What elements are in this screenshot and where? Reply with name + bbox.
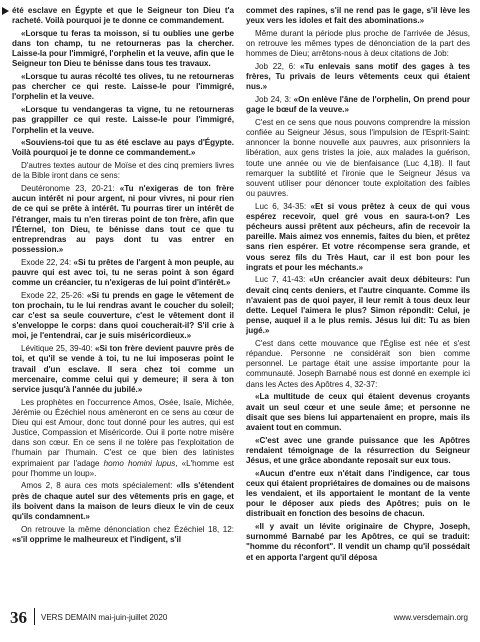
quote-text: «Il y avait un lévite originaire de Chypre, Joseph, surnommé Barnabé par les Apôtres, ce qui se traduit: "homme du réconfort". Il vendit un champ qu'il possédait et en apporta l'argent qu'il déposa bbox=[246, 522, 470, 562]
body-text: D'autres textes autour de Moïse et des cinq premiers livres de la Bible iront dans ce sens: bbox=[12, 161, 234, 181]
body-text: Job 24, 3: bbox=[255, 95, 294, 105]
paragraph bbox=[246, 522, 470, 563]
continuation-arrow-icon bbox=[2, 7, 9, 15]
quote-text: «Un créancier avait deux débiteurs: l'un devait cinq cents deniers, et l'autre cinquante. Comme ils n'avaient pas de quoi payer, il leur remit à tous deux leur dette. Lequel l'aimera le plus? Simon répondit: Celui, je pense, auquel il a le plus remis. Jésus lui dit: Tu as bien jugé.» bbox=[246, 275, 471, 336]
paragraph bbox=[12, 525, 234, 545]
paragraph bbox=[12, 138, 234, 158]
page-number: 36 bbox=[10, 608, 27, 627]
body-text: C'est dans cette mouvance que l'Église est née et s'est répandue. Personne ne considérait son bien comme personnel. Le partage était une assise importante pour la communauté. Joseph Barnabé nous est donné en exemple ici dans les Actes des Apôtres 4, 32-37: bbox=[246, 339, 470, 389]
body-text: Job 22, 6: bbox=[255, 61, 300, 71]
quote-text: «La multitude de ceux qui étaient devenus croyants avait un seul cœur et une seule âme; et personne ne disait que ses biens lui appartenaient en propre, mais ils avaient tout en commun. bbox=[246, 392, 470, 432]
quote-text: «Si tu prêtes de l'argent à mon peuple, au pauvre qui est avec toi, tu ne seras point à son égard comme un créancier, tu n'exigeras de lui point d'intérêt.» bbox=[12, 257, 235, 288]
body-text: Luc 7, 41-43: bbox=[255, 275, 310, 285]
quote-text: «s'il opprime le malheureux et l'indigent, s'il bbox=[12, 534, 182, 544]
quote-text: «Lorsque tu auras récolté tes olives, tu ne retourneras pas chercher ce qui reste. Laisse-le pour l'immigré, l'orphelin et la veuve. bbox=[12, 72, 234, 102]
magazine-issue: VERS DEMAIN mai-juin-juillet 2020 bbox=[41, 613, 168, 622]
paragraph bbox=[246, 118, 470, 199]
paragraph bbox=[246, 95, 470, 115]
quote-text: «Ils s'étendent près de chaque autel sur des vêtements pris en gage, et ils boivent dans la maison de leurs dieux le vin de ceux qu'ils condamnent.» bbox=[12, 481, 234, 521]
paragraph bbox=[12, 6, 234, 26]
paragraph bbox=[246, 62, 470, 92]
left-column bbox=[12, 6, 234, 548]
paragraph bbox=[246, 469, 470, 520]
paragraph bbox=[12, 481, 234, 522]
body-text: Deutéronome 23, 20-21: bbox=[21, 184, 120, 194]
paragraph bbox=[246, 6, 470, 26]
body-text: Les prophètes en l'occurrence Amos, Osée, Isaïe, Michée, Jérémie ou Ézéchiel nous amèneront en ce sens au cœur de Dieu qui est Amour, donc tout donné pour les autres, qui est Justice, Compassion et Miséricorde. Oui il porte notre misère dans son cœur. En ce sens il ne tolère pas l'exploitation de l'humain par l'humain. C'est ce que bien des latinistes exprimaient par l'adage bbox=[12, 397, 234, 468]
paragraph bbox=[12, 161, 234, 181]
paragraph bbox=[12, 184, 234, 255]
body-text: Exode 22, 25-26: bbox=[21, 290, 87, 300]
quote-text: «Et si vous prêtez à ceux de qui vous espérez recevoir, quel gré vous en saura-t-on? Les pécheurs aussi prêtent aux pécheurs, afin de recevoir la pareille. Mais aimez vos ennemis, faites du bien, et prêtez sans rien espérer. Et votre récompense sera grande, et vous serez fils du Très Haut, car il est bon pour les ingrats et pour les méchants.» bbox=[246, 201, 470, 272]
paragraph bbox=[246, 275, 470, 336]
quote-text: «Tu n'exigeras de ton frère aucun intérêt ni pour argent, ni pour vivres, ni pour rien de ce qui se prête à intérêt. Tu pourras tirer un intérêt de l'étranger, mais tu n'en tireras point de ton frère, afin que l'Éternel, ton Dieu, te bénisse dans tout ce que tu entreprendras au pays dont tu vas entrer en possession.» bbox=[12, 184, 234, 254]
quote-text: «Lorsque tu feras ta moisson, si tu oublies une gerbe dans ton champ, tu ne retourneras pas la chercher. Laisse-la pour l'immigré, l'orphelin et la veuve, afin que le Seigneur ton Dieu te bénisse dans tous tes travaux. bbox=[12, 28, 234, 69]
page-footer bbox=[0, 604, 480, 642]
quote-text: «Si ton frère devient pauvre près de toi, et qu'il se vende à toi, tu ne lui imposeras point le travail d'un esclave. Il sera chez toi comme un mercenaire, comme celui qui y demeure; il sera à ton service jusqu'à l'année du jubilé.» bbox=[12, 344, 234, 394]
body-text: , «L'homme est pour l'homme un loup». bbox=[12, 458, 234, 478]
body-text: Amos 2, 8 aura ces mots spécialement: bbox=[21, 481, 177, 491]
paragraph bbox=[12, 291, 234, 342]
body-text: Exode 22, 24: bbox=[21, 257, 74, 267]
body-text: Lévitique 25, 39-40: bbox=[21, 344, 96, 354]
quote-text: «Aucun d'entre eux n'était dans l'indigence, car tous ceux qui étaient propriétaires de domaines ou de maisons les vendaient, et ils apportaient le montant de la vente pour le déposer aux pieds des Apôtres; puis on le distribuait en fonction des besoins de chacun. bbox=[246, 468, 470, 519]
latin-phrase: homo homini lupus bbox=[103, 458, 176, 468]
quote-text: «C'est avec une grande puissance que les Apôtres rendaient témoignage de la résurrection du Seigneur Jésus, et une grâce abondante reposait sur eux tous. bbox=[246, 435, 470, 465]
body-text: On retrouve la même dénonciation chez Ézéchiel 18, 12: bbox=[21, 524, 234, 534]
paragraph bbox=[246, 392, 470, 433]
quote-text: «On enlève l'âne de l'orphelin, On prend pour gage le bœuf de la veuve.» bbox=[246, 95, 470, 115]
paragraph bbox=[12, 72, 234, 102]
paragraph bbox=[246, 29, 470, 59]
quote-text: «Si tu prends en gage le vêtement de ton prochain, tu le lui rendras avant le coucher du soleil; car c'est sa seule couverture, c'est le vêtement dont il s'enveloppe le corps: dans quoi coucherait-il? S'il crie à moi, je l'entendrai, car je suis miséricordieux.» bbox=[12, 290, 234, 341]
body-text: C'est en ce sens que nous pouvons comprendre la mission confiée au Seigneur Jésus, sous l'impulsion de l'Esprit-Saint: annoncer la bonne nouvelle aux pauvres, aux prisonniers la libération, aux gens tristes la joie, aux malades la guérison, toute une année ou vie de bienfaisance (Luc 4,18). Il faut remarquer la subtilité et l'ironie que le Seigneur Jésus va souvent utiliser pour dénoncer toute exploitation des faibles ou pauvres. bbox=[246, 117, 470, 199]
quote-text: été esclave en Égypte et que le Seigneur ton Dieu t'a racheté. Voilà pourquoi je te donne ce commandement. bbox=[12, 6, 234, 26]
body-text: Luc 6, 34-35: bbox=[255, 201, 311, 211]
paragraph bbox=[12, 105, 234, 135]
website-link[interactable]: www.versdemain.org bbox=[393, 613, 468, 622]
paragraph bbox=[12, 258, 234, 288]
quote-text: «Lorsque tu vendangeras ta vigne, tu ne retourneras pas grappiller ce qui reste. Laisse-le pour l'immigré, l'orphelin et la veuve. bbox=[12, 105, 234, 135]
paragraph bbox=[12, 398, 234, 479]
paragraph bbox=[246, 202, 470, 273]
quote-text: «Tu enlevais sans motif des gages à tes frères, Tu privais de leurs vêtements ceux qui étaient nus.» bbox=[246, 61, 470, 92]
quote-text: commet des rapines, s'il ne rend pas le gage, s'il lève les yeux vers les idoles et fait des abominations.» bbox=[246, 6, 470, 26]
quote-text: «Souviens-toi que tu as été esclave au pays d'Égypte. Voilà pourquoi je te donne ce commandement.» bbox=[12, 138, 234, 158]
right-column bbox=[246, 6, 470, 565]
paragraph bbox=[246, 436, 470, 466]
footer-divider bbox=[34, 608, 35, 625]
body-text: Même durant la période plus proche de l'arrivée de Jésus, on retrouve les mêmes types de dénonciation de la part des hommes de Dieu; arrêtons-nous à deux citations de Job: bbox=[246, 28, 470, 59]
paragraph bbox=[246, 339, 470, 390]
paragraph bbox=[12, 344, 234, 395]
paragraph bbox=[12, 29, 234, 70]
